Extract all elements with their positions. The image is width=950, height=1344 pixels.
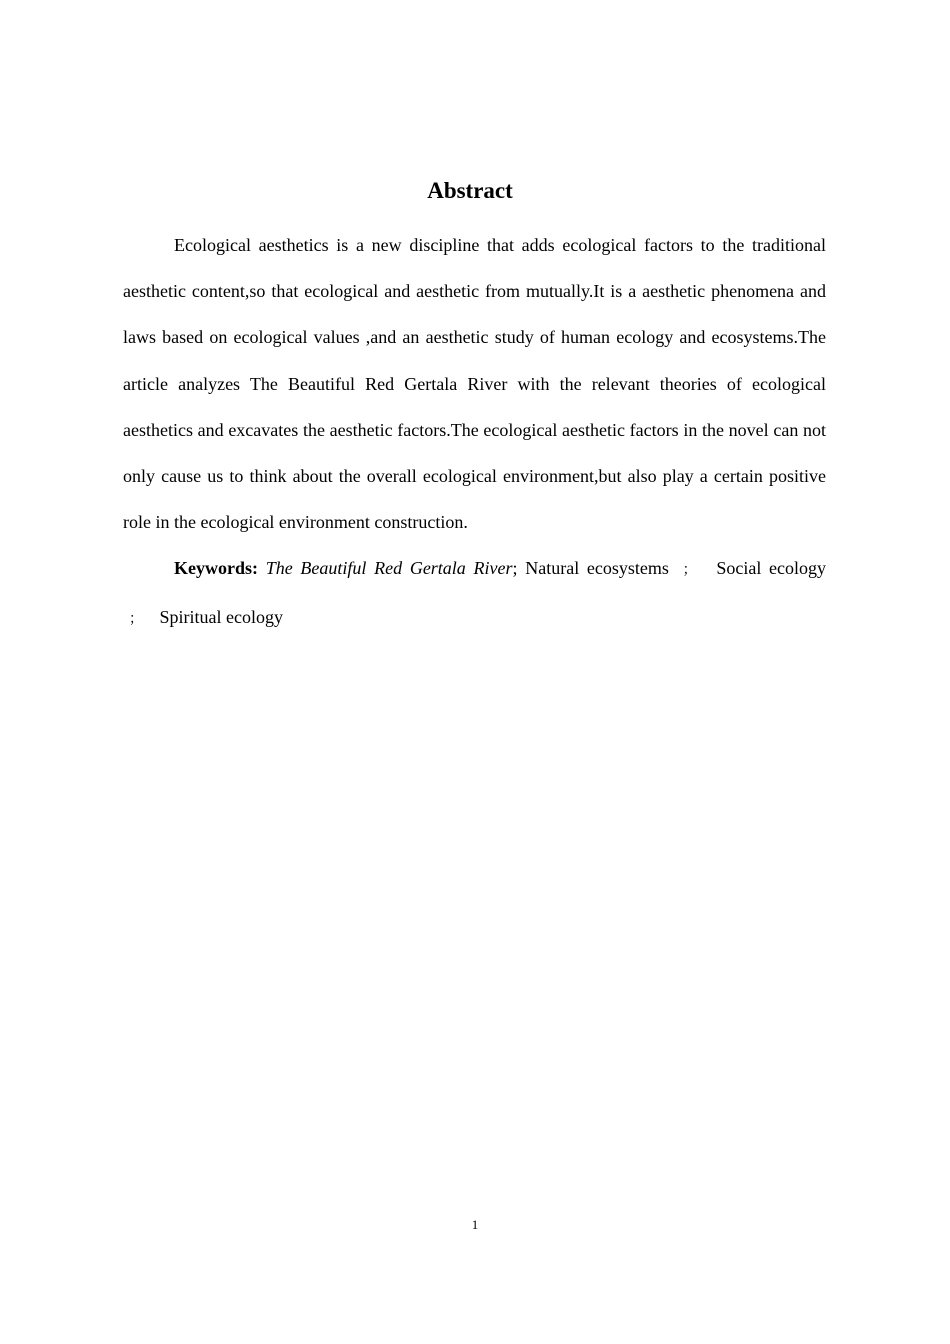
abstract-title: Abstract: [427, 178, 513, 203]
keyword-natural-ecosystems: Natural ecosystems: [525, 558, 669, 578]
keyword-social-ecology: Social ecology: [716, 558, 827, 578]
keyword-spiritual-ecology: Spiritual ecology: [159, 607, 283, 628]
keyword-separator: ；: [129, 612, 143, 628]
keyword-separator: ；: [682, 563, 697, 578]
page-number: 1: [471, 1217, 479, 1232]
keyword-separator: ;: [512, 558, 518, 578]
keywords-label: Keywords:: [174, 558, 258, 578]
keyword-novel-title: The Beautiful Red Gertala River: [265, 558, 513, 578]
abstract-body-paragraph: Ecological aesthetics is a new discipline that adds ecological factors to the traditional aesthetic content,so that ecological and aesthetic from mutually.It is a aesthetic phenomena and laws based on ecological values ,and an aesthetic study of human ecology and ecosystems.The article analyzes The Beautiful Red Gertala River with the relevant theories of ecological aesthetics and excavates the aesthetic factors.The ecological aesthetic factors in the novel can not only cause us to think about the overall ecological environment,but also play a certain positive role in the ecological environment construction.: [123, 235, 826, 533]
keywords-paragraph: [123, 545, 826, 643]
